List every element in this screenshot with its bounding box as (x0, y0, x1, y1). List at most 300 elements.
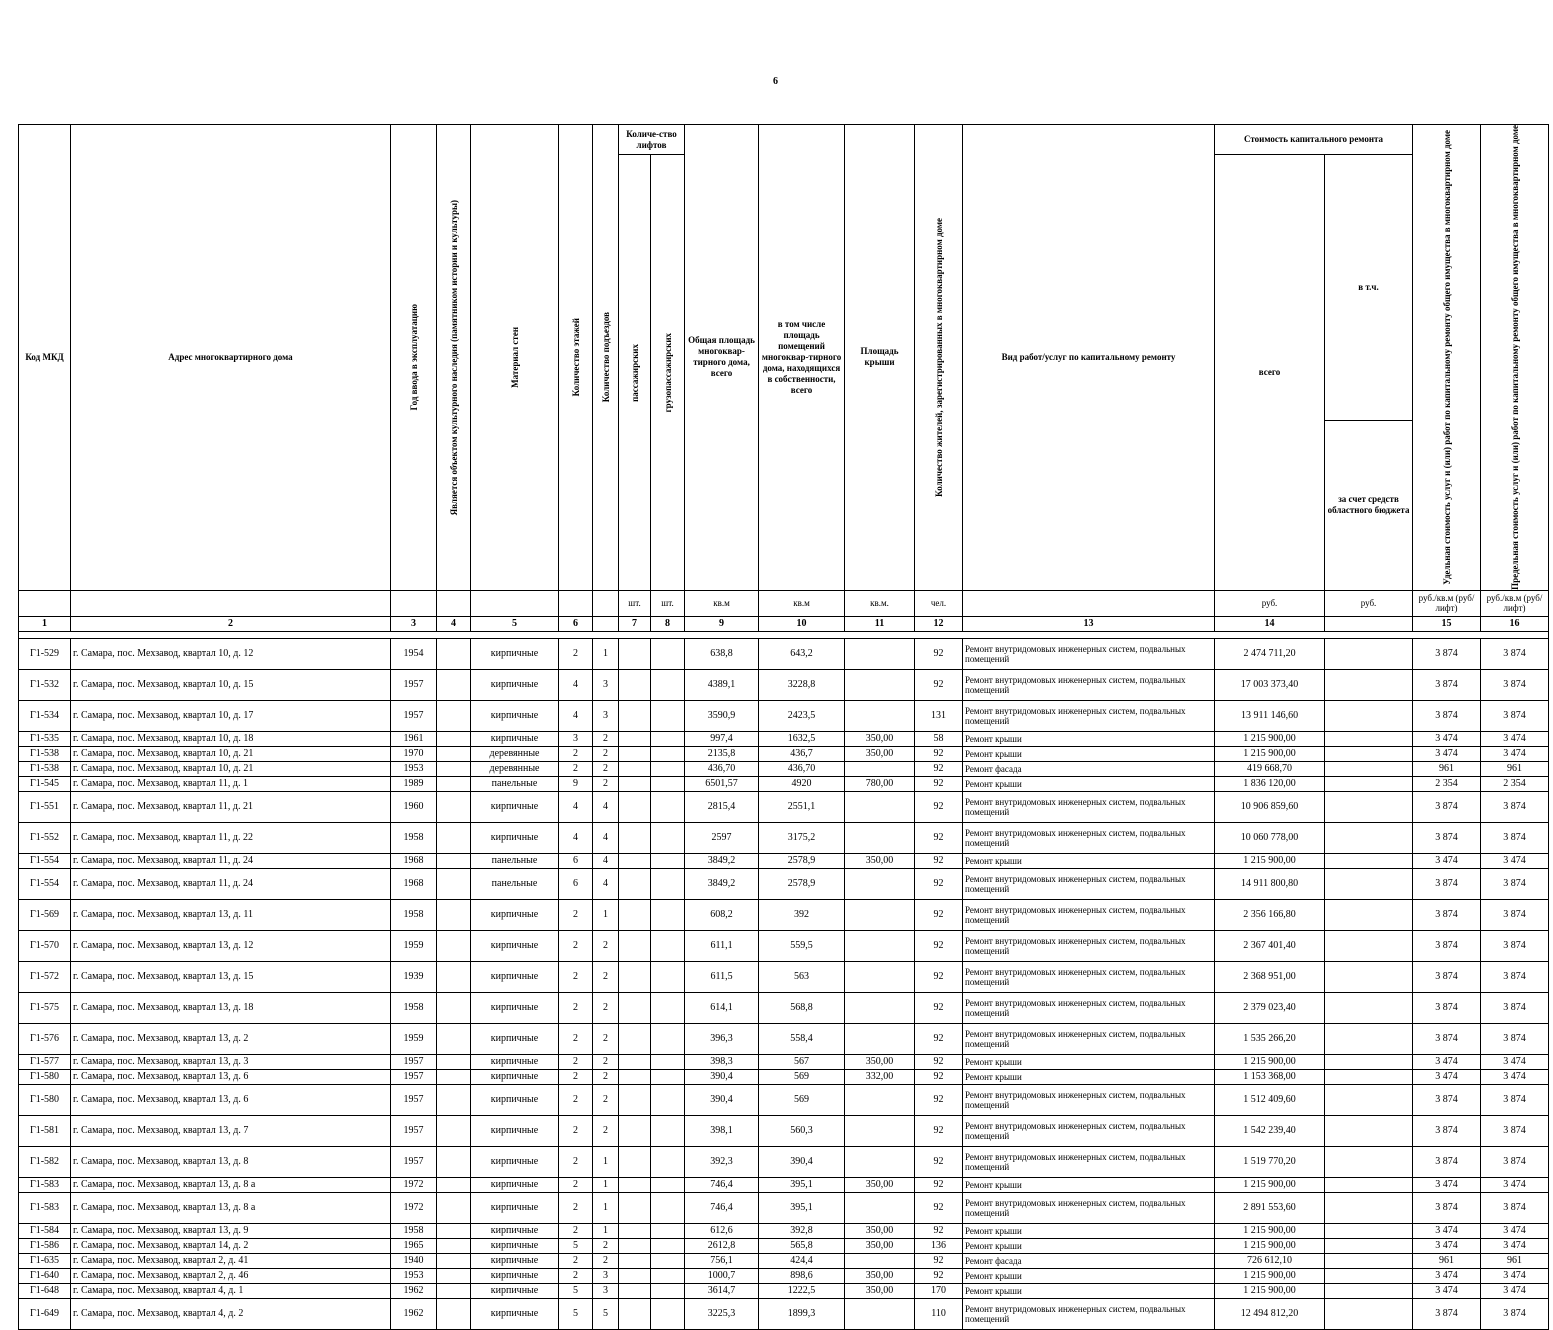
cell-heritage (437, 868, 471, 899)
cell-year: 1957 (391, 1054, 437, 1069)
cell-lifts-cargo (651, 746, 685, 761)
cell-max-cost: 3 874 (1481, 638, 1549, 669)
cell-private-area: 2551,1 (759, 791, 845, 822)
cell-floors: 2 (559, 1054, 593, 1069)
cell-work-type: Ремонт внутридомовых инженерных систем, подвальных помещений (963, 992, 1215, 1023)
cell-max-cost: 3 474 (1481, 1283, 1549, 1298)
cell-cost-total: 1 215 900,00 (1215, 746, 1325, 761)
cell-roof-area: 350,00 (845, 746, 915, 761)
cell-lifts-passenger (619, 1283, 651, 1298)
cell-roof-area (845, 638, 915, 669)
table-row (19, 746, 1549, 761)
table-row (19, 1223, 1549, 1238)
cell-unit-cost: 3 874 (1413, 961, 1481, 992)
cell-floors: 5 (559, 1283, 593, 1298)
cell-work-type: Ремонт внутридомовых инженерных систем, подвальных помещений (963, 899, 1215, 930)
cell-work-type: Ремонт крыши (963, 853, 1215, 868)
cell-max-cost: 3 474 (1481, 1069, 1549, 1084)
cell-walls: панельные (471, 853, 559, 868)
cell-cost-regional (1325, 1115, 1413, 1146)
cell-address: г. Самара, пос. Мехзавод, квартал 11, д. 22 (71, 822, 391, 853)
cell-floors: 6 (559, 853, 593, 868)
cell-max-cost: 3 874 (1481, 1298, 1549, 1329)
cell-max-cost: 3 874 (1481, 1023, 1549, 1054)
table-row (19, 1298, 1549, 1329)
cell-address: г. Самара, пос. Мехзавод, квартал 13, д. 12 (71, 930, 391, 961)
cell-work-type: Ремонт фасада (963, 761, 1215, 776)
cell-lifts-passenger (619, 1023, 651, 1054)
cell-code: Г1-582 (19, 1146, 71, 1177)
cell-address: г. Самара, пос. Мехзавод, квартал 13, д. 6 (71, 1084, 391, 1115)
cell-heritage (437, 669, 471, 700)
cell-lifts-passenger (619, 1084, 651, 1115)
cell-entrances: 3 (593, 1283, 619, 1298)
cell-entrances: 3 (593, 1268, 619, 1283)
column-number (1325, 616, 1413, 631)
cell-cost-total: 1 512 409,60 (1215, 1084, 1325, 1115)
cell-heritage (437, 899, 471, 930)
cell-roof-area: 350,00 (845, 1268, 915, 1283)
cell-cost-total: 1 215 900,00 (1215, 731, 1325, 746)
cell-entrances: 2 (593, 1023, 619, 1054)
cell-entrances: 3 (593, 669, 619, 700)
cell-total-area: 746,4 (685, 1192, 759, 1223)
cell-max-cost: 3 474 (1481, 731, 1549, 746)
cell-unit-cost: 3 474 (1413, 731, 1481, 746)
cell-lifts-passenger (619, 791, 651, 822)
cell-unit-cost: 3 874 (1413, 930, 1481, 961)
cell-year: 1962 (391, 1283, 437, 1298)
cell-residents: 92 (915, 1054, 963, 1069)
cell-max-cost: 3 874 (1481, 1084, 1549, 1115)
cell-heritage (437, 1283, 471, 1298)
header-lifts-passenger: пассажирских (629, 343, 640, 402)
cell-lifts-passenger (619, 961, 651, 992)
cell-walls: кирпичные (471, 1084, 559, 1115)
header-unit-cost: Удельная стоимость услуг и (или) работ по капитальному ремонту общего имущества в многоквартирном доме (1441, 130, 1452, 585)
cell-code: Г1-535 (19, 731, 71, 746)
cell-total-area: 611,1 (685, 930, 759, 961)
column-number: 11 (845, 616, 915, 631)
column-number: 1 (19, 616, 71, 631)
cell-walls: кирпичные (471, 669, 559, 700)
cell-code: Г1-649 (19, 1298, 71, 1329)
cell-private-area: 392 (759, 899, 845, 930)
cell-cost-total: 10 906 859,60 (1215, 791, 1325, 822)
cell-year: 1940 (391, 1253, 437, 1268)
cell-cost-regional (1325, 1023, 1413, 1054)
cell-residents: 92 (915, 930, 963, 961)
cell-residents: 92 (915, 853, 963, 868)
cell-residents: 92 (915, 868, 963, 899)
cell-work-type: Ремонт внутридомовых инженерных систем, подвальных помещений (963, 930, 1215, 961)
cell-work-type: Ремонт внутридомовых инженерных систем, подвальных помещений (963, 868, 1215, 899)
table-body (19, 638, 1549, 1329)
table-row (19, 1192, 1549, 1223)
cell-max-cost: 3 874 (1481, 791, 1549, 822)
cell-walls: кирпичные (471, 1023, 559, 1054)
cell-roof-area (845, 930, 915, 961)
cell-lifts-passenger (619, 1238, 651, 1253)
cell-lifts-cargo (651, 638, 685, 669)
cell-lifts-cargo (651, 1054, 685, 1069)
cell-roof-area (845, 1298, 915, 1329)
cell-entrances: 2 (593, 1238, 619, 1253)
cell-walls: кирпичные (471, 1069, 559, 1084)
cell-residents: 58 (915, 731, 963, 746)
cell-private-area: 898,6 (759, 1268, 845, 1283)
cell-heritage (437, 791, 471, 822)
cell-lifts-cargo (651, 1084, 685, 1115)
cell-total-area: 390,4 (685, 1069, 759, 1084)
cell-unit-cost: 3 874 (1413, 822, 1481, 853)
cell-total-area: 436,70 (685, 761, 759, 776)
table-row (19, 992, 1549, 1023)
cell-lifts-passenger (619, 1298, 651, 1329)
cell-unit-cost: 3 874 (1413, 899, 1481, 930)
cell-residents: 92 (915, 746, 963, 761)
cell-lifts-cargo (651, 761, 685, 776)
cell-lifts-cargo (651, 1223, 685, 1238)
cell-roof-area (845, 1253, 915, 1268)
cell-total-area: 2815,4 (685, 791, 759, 822)
cell-max-cost: 3 474 (1481, 853, 1549, 868)
cell-year: 1972 (391, 1192, 437, 1223)
cell-max-cost: 3 874 (1481, 669, 1549, 700)
cell-lifts-passenger (619, 1115, 651, 1146)
cell-work-type: Ремонт крыши (963, 1223, 1215, 1238)
table-row (19, 899, 1549, 930)
cell-private-area: 560,3 (759, 1115, 845, 1146)
cell-private-area: 563 (759, 961, 845, 992)
cell-floors: 2 (559, 1192, 593, 1223)
cell-walls: панельные (471, 776, 559, 791)
cell-cost-regional (1325, 992, 1413, 1023)
cell-total-area: 614,1 (685, 992, 759, 1023)
cell-heritage (437, 1298, 471, 1329)
cell-unit-cost: 3 874 (1413, 638, 1481, 669)
cell-max-cost: 3 474 (1481, 1238, 1549, 1253)
cell-lifts-cargo (651, 1069, 685, 1084)
cell-unit-cost: 3 874 (1413, 1298, 1481, 1329)
cell-total-area: 638,8 (685, 638, 759, 669)
cell-walls: кирпичные (471, 1238, 559, 1253)
column-number: 5 (471, 616, 559, 631)
column-number: 13 (963, 616, 1215, 631)
cell-max-cost: 3 474 (1481, 746, 1549, 761)
cell-cost-total: 1 215 900,00 (1215, 1268, 1325, 1283)
cell-address: г. Самара, пос. Мехзавод, квартал 13, д. 8 (71, 1146, 391, 1177)
cell-floors: 2 (559, 1146, 593, 1177)
cell-unit-cost: 3 874 (1413, 1023, 1481, 1054)
cell-cost-total: 2 474 711,20 (1215, 638, 1325, 669)
cell-lifts-cargo (651, 1283, 685, 1298)
cell-lifts-cargo (651, 1238, 685, 1253)
column-number: 2 (71, 616, 391, 631)
cell-year: 1958 (391, 822, 437, 853)
cell-residents: 170 (915, 1283, 963, 1298)
cell-lifts-passenger (619, 868, 651, 899)
cell-heritage (437, 1115, 471, 1146)
column-numbers-row (19, 616, 1549, 631)
header-work-type: Вид работ/услуг по капитальному ремонту (963, 125, 1215, 591)
table-row (19, 1084, 1549, 1115)
cell-private-area: 1899,3 (759, 1298, 845, 1329)
cell-lifts-passenger (619, 746, 651, 761)
cell-private-area: 559,5 (759, 930, 845, 961)
cell-unit-cost: 3 874 (1413, 868, 1481, 899)
cell-roof-area (845, 700, 915, 731)
cell-walls: кирпичные (471, 791, 559, 822)
cell-entrances: 2 (593, 992, 619, 1023)
cell-address: г. Самара, пос. Мехзавод, квартал 13, д. 7 (71, 1115, 391, 1146)
cell-heritage (437, 1253, 471, 1268)
cell-code: Г1-538 (19, 746, 71, 761)
cell-address: г. Самара, пос. Мехзавод, квартал 11, д. 21 (71, 791, 391, 822)
cell-address: г. Самара, пос. Мехзавод, квартал 13, д. 6 (71, 1069, 391, 1084)
cell-address: г. Самара, пос. Мехзавод, квартал 13, д. 3 (71, 1054, 391, 1069)
cell-walls: кирпичные (471, 1253, 559, 1268)
units-row: шт. шт. кв.м кв.м кв.м. чел. руб. руб. руб./кв.м (руб/лифт) руб./кв.м (руб/лифт) (19, 590, 1549, 616)
cell-entrances: 2 (593, 761, 619, 776)
column-number: 8 (651, 616, 685, 631)
cell-roof-area: 350,00 (845, 1223, 915, 1238)
cell-total-area: 396,3 (685, 1023, 759, 1054)
cell-code: Г1-640 (19, 1268, 71, 1283)
cell-floors: 5 (559, 1238, 593, 1253)
cell-roof-area (845, 761, 915, 776)
cell-year: 1965 (391, 1238, 437, 1253)
cell-floors: 4 (559, 791, 593, 822)
cell-cost-regional (1325, 899, 1413, 930)
cell-cost-total: 1 836 120,00 (1215, 776, 1325, 791)
cell-roof-area: 350,00 (845, 853, 915, 868)
cell-cost-regional (1325, 1283, 1413, 1298)
cell-max-cost: 3 874 (1481, 700, 1549, 731)
header-heritage: Является объектом культурного наследия (памятником истории и культуры) (448, 199, 459, 516)
cell-private-area: 567 (759, 1054, 845, 1069)
cell-code: Г1-538 (19, 761, 71, 776)
cell-max-cost: 3 874 (1481, 1115, 1549, 1146)
cell-private-area: 4920 (759, 776, 845, 791)
cell-unit-cost: 3 474 (1413, 746, 1481, 761)
cell-residents: 136 (915, 1238, 963, 1253)
table-row (19, 1177, 1549, 1192)
cell-code: Г1-570 (19, 930, 71, 961)
cell-cost-regional (1325, 791, 1413, 822)
cell-cost-regional (1325, 1238, 1413, 1253)
cell-address: г. Самара, пос. Мехзавод, квартал 14, д. 2 (71, 1238, 391, 1253)
cell-unit-cost: 3 874 (1413, 669, 1481, 700)
cell-cost-regional (1325, 746, 1413, 761)
cell-entrances: 5 (593, 1298, 619, 1329)
cell-walls: панельные (471, 868, 559, 899)
cell-cost-regional (1325, 1069, 1413, 1084)
cell-private-area: 1222,5 (759, 1283, 845, 1298)
cell-max-cost: 961 (1481, 1253, 1549, 1268)
cell-roof-area: 350,00 (845, 1238, 915, 1253)
table-row (19, 638, 1549, 669)
cell-floors: 2 (559, 1084, 593, 1115)
cell-total-area: 1000,7 (685, 1268, 759, 1283)
cell-unit-cost: 3 874 (1413, 1115, 1481, 1146)
cell-cost-regional (1325, 776, 1413, 791)
cell-max-cost: 961 (1481, 761, 1549, 776)
cell-unit-cost: 3 874 (1413, 700, 1481, 731)
cell-private-area: 424,4 (759, 1253, 845, 1268)
cell-address: г. Самара, пос. Мехзавод, квартал 11, д. 24 (71, 868, 391, 899)
cell-address: г. Самара, пос. Мехзавод, квартал 13, д. 8 а (71, 1177, 391, 1192)
cell-private-area: 2578,9 (759, 853, 845, 868)
cell-code: Г1-580 (19, 1084, 71, 1115)
cell-private-area: 392,8 (759, 1223, 845, 1238)
cell-year: 1957 (391, 669, 437, 700)
cell-heritage (437, 1023, 471, 1054)
cell-heritage (437, 700, 471, 731)
cell-lifts-cargo (651, 992, 685, 1023)
cell-private-area: 3175,2 (759, 822, 845, 853)
cell-entrances: 2 (593, 1253, 619, 1268)
cell-private-area: 395,1 (759, 1192, 845, 1223)
cell-address: г. Самара, пос. Мехзавод, квартал 2, д. 46 (71, 1268, 391, 1283)
cell-year: 1970 (391, 746, 437, 761)
cell-roof-area: 350,00 (845, 1054, 915, 1069)
cell-heritage (437, 638, 471, 669)
cell-residents: 92 (915, 761, 963, 776)
cell-max-cost: 3 874 (1481, 930, 1549, 961)
cell-private-area: 436,70 (759, 761, 845, 776)
cell-entrances: 1 (593, 1223, 619, 1238)
cell-code: Г1-552 (19, 822, 71, 853)
cell-residents: 92 (915, 1268, 963, 1283)
cell-code: Г1-554 (19, 868, 71, 899)
cell-residents: 92 (915, 1084, 963, 1115)
cell-lifts-cargo (651, 1253, 685, 1268)
cell-roof-area (845, 868, 915, 899)
cell-cost-total: 2 356 166,80 (1215, 899, 1325, 930)
cell-year: 1957 (391, 1084, 437, 1115)
cell-entrances: 1 (593, 1177, 619, 1192)
cell-cost-regional (1325, 822, 1413, 853)
cell-total-area: 608,2 (685, 899, 759, 930)
cell-heritage (437, 822, 471, 853)
cell-cost-regional (1325, 669, 1413, 700)
cell-work-type: Ремонт внутридомовых инженерных систем, подвальных помещений (963, 1115, 1215, 1146)
cell-total-area: 3225,3 (685, 1298, 759, 1329)
cell-address: г. Самара, пос. Мехзавод, квартал 10, д. 18 (71, 731, 391, 746)
cell-work-type: Ремонт крыши (963, 1268, 1215, 1283)
cell-unit-cost: 3 874 (1413, 1084, 1481, 1115)
cell-total-area: 746,4 (685, 1177, 759, 1192)
cell-entrances: 4 (593, 822, 619, 853)
cell-floors: 2 (559, 992, 593, 1023)
cell-heritage (437, 930, 471, 961)
cell-lifts-passenger (619, 1146, 651, 1177)
cell-unit-cost: 3 474 (1413, 1268, 1481, 1283)
cell-code: Г1-583 (19, 1192, 71, 1223)
cell-floors: 4 (559, 822, 593, 853)
cell-cost-regional (1325, 1253, 1413, 1268)
cell-code: Г1-569 (19, 899, 71, 930)
cell-code: Г1-529 (19, 638, 71, 669)
header-year: Год ввода в эксплуатацию (408, 304, 419, 411)
cell-residents: 92 (915, 992, 963, 1023)
cell-year: 1972 (391, 1177, 437, 1192)
cell-year: 1968 (391, 853, 437, 868)
table-row (19, 731, 1549, 746)
cell-roof-area: 780,00 (845, 776, 915, 791)
cell-floors: 6 (559, 868, 593, 899)
table-row (19, 1054, 1549, 1069)
cell-code: Г1-532 (19, 669, 71, 700)
cell-lifts-cargo (651, 1023, 685, 1054)
table-row (19, 700, 1549, 731)
cell-code: Г1-572 (19, 961, 71, 992)
cell-cost-regional (1325, 930, 1413, 961)
cell-unit-cost: 3 474 (1413, 1054, 1481, 1069)
cell-year: 1962 (391, 1298, 437, 1329)
cell-walls: кирпичные (471, 1283, 559, 1298)
cell-cost-regional (1325, 1192, 1413, 1223)
cell-year: 1960 (391, 791, 437, 822)
header-cost-incl: в т.ч. (1325, 155, 1413, 421)
cell-total-area: 6501,57 (685, 776, 759, 791)
cell-total-area: 3849,2 (685, 853, 759, 868)
cell-cost-regional (1325, 1223, 1413, 1238)
cell-unit-cost: 961 (1413, 1253, 1481, 1268)
cell-heritage (437, 776, 471, 791)
cell-work-type: Ремонт внутридомовых инженерных систем, подвальных помещений (963, 638, 1215, 669)
cell-total-area: 392,3 (685, 1146, 759, 1177)
table-row (19, 853, 1549, 868)
cell-cost-total: 13 911 146,60 (1215, 700, 1325, 731)
cell-lifts-cargo (651, 868, 685, 899)
cell-unit-cost: 3 874 (1413, 1146, 1481, 1177)
cell-code: Г1-581 (19, 1115, 71, 1146)
cell-cost-regional (1325, 1084, 1413, 1115)
column-number (593, 616, 619, 631)
cell-roof-area: 332,00 (845, 1069, 915, 1084)
cell-entrances: 1 (593, 899, 619, 930)
cell-heritage (437, 746, 471, 761)
cell-residents: 92 (915, 638, 963, 669)
cell-lifts-passenger (619, 1268, 651, 1283)
cell-lifts-passenger (619, 761, 651, 776)
cell-code: Г1-575 (19, 992, 71, 1023)
cell-cost-regional (1325, 853, 1413, 868)
cell-private-area: 390,4 (759, 1146, 845, 1177)
cell-lifts-cargo (651, 1298, 685, 1329)
cell-roof-area (845, 899, 915, 930)
cell-cost-total: 726 612,10 (1215, 1253, 1325, 1268)
cell-residents: 92 (915, 1115, 963, 1146)
cell-residents: 92 (915, 1023, 963, 1054)
cell-heritage (437, 1054, 471, 1069)
table-row (19, 1146, 1549, 1177)
cell-address: г. Самара, пос. Мехзавод, квартал 13, д. 15 (71, 961, 391, 992)
header-floors: Количество этажей (570, 318, 581, 397)
cell-total-area: 611,5 (685, 961, 759, 992)
cell-walls: кирпичные (471, 731, 559, 746)
header-total-area: Общая площадь многоквар-тирного дома, всего (685, 125, 759, 591)
cell-cost-total: 2 368 951,00 (1215, 961, 1325, 992)
cell-lifts-passenger (619, 731, 651, 746)
cell-work-type: Ремонт крыши (963, 1283, 1215, 1298)
capital-repair-table (18, 124, 1549, 1330)
cell-cost-total: 1 215 900,00 (1215, 1238, 1325, 1253)
cell-heritage (437, 761, 471, 776)
cell-code: Г1-545 (19, 776, 71, 791)
